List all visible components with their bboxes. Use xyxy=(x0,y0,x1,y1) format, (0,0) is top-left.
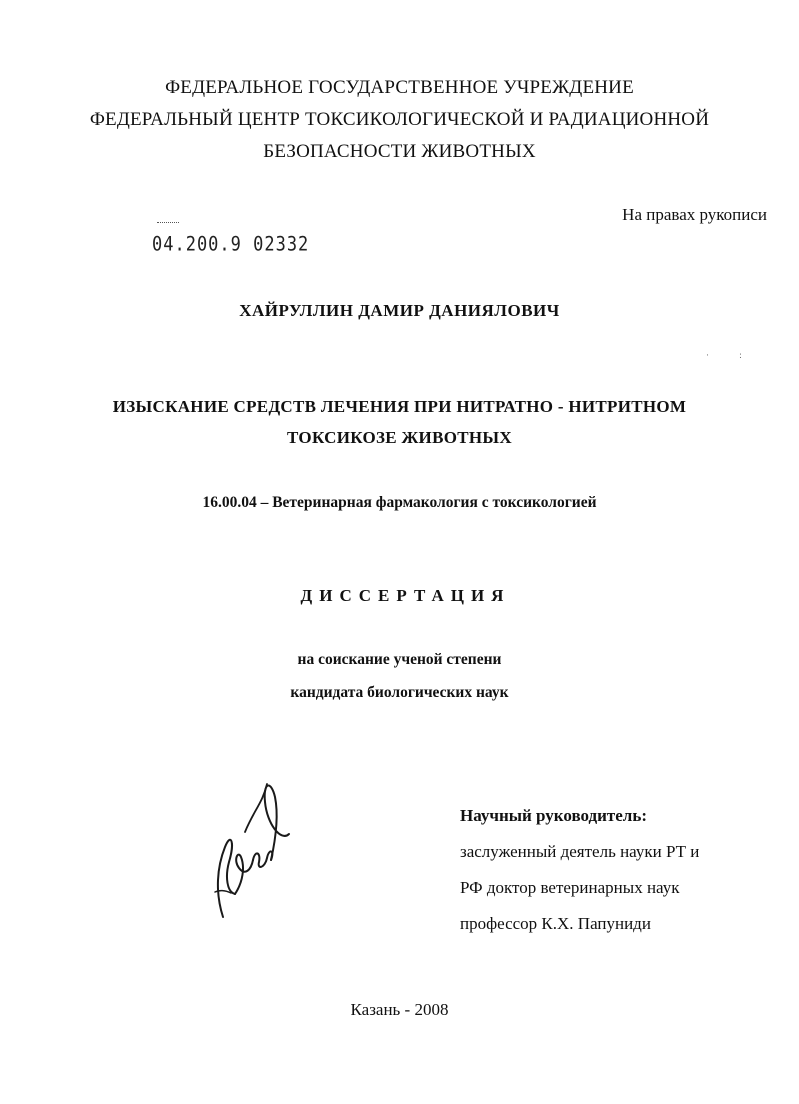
city-year: Казань - 2008 xyxy=(350,1000,449,1019)
supervisor-block xyxy=(460,805,780,935)
scan-specks: · : xyxy=(706,350,756,360)
registration-stamp-number: 04.200.9 02332 xyxy=(152,233,310,257)
manuscript-rights-note: На правах рукописи xyxy=(622,205,767,224)
institution-line-2: ФЕДЕРАЛЬНЫЙ ЦЕНТР ТОКСИКОЛОГИЧЕСКОЙ И РАДИАЦИОННОЙ xyxy=(89,109,710,130)
thesis-title-line-2: ТОКСИКОЗЕ ЖИВОТНЫХ xyxy=(287,428,512,447)
supervisor-line-3: профессор К.Х. Папуниди xyxy=(460,914,651,933)
supervisor-line-1: заслуженный деятель науки РТ и xyxy=(460,842,700,861)
author-name: ХАЙРУЛЛИН ДАМИР ДАНИЯЛОВИЧ xyxy=(239,301,560,320)
degree-line-2: кандидата биологических наук xyxy=(290,684,509,701)
institution-line-3: БЕЗОПАСНОСТИ ЖИВОТНЫХ xyxy=(263,141,536,162)
institution-line-1: ФЕДЕРАЛЬНОЕ ГОСУДАРСТВЕННОЕ УЧРЕЖДЕНИЕ xyxy=(165,77,634,98)
specialty-code: 16.00.04 – Ветеринарная фармакология с токсикологией xyxy=(202,494,597,511)
author-signature-image xyxy=(205,772,295,922)
document-type-heading: ДИССЕРТАЦИЯ xyxy=(300,586,511,605)
degree-line-1: на соискание ученой степени xyxy=(297,651,502,668)
supervisor-heading: Научный руководитель: xyxy=(460,806,647,825)
supervisor-line-2: РФ доктор ветеринарных наук xyxy=(460,878,680,897)
stamp-dash-mark xyxy=(157,222,179,223)
thesis-title-line-1: ИЗЫСКАНИЕ СРЕДСТВ ЛЕЧЕНИЯ ПРИ НИТРАТНО - НИТРИТНОМ xyxy=(112,397,687,416)
